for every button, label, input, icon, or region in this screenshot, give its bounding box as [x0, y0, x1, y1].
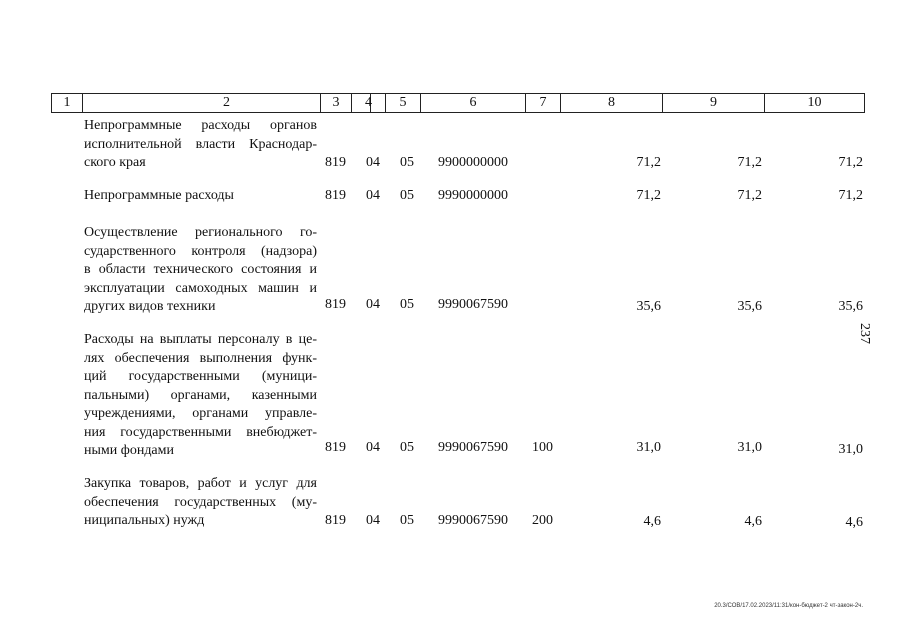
col-3-value: 819: [325, 188, 346, 203]
column-number-header: [51, 93, 865, 113]
row-description: [84, 475, 317, 531]
col-10-value: 35,6: [838, 299, 863, 314]
col-3-value: 819: [325, 297, 346, 312]
header-cell-1: 1: [51, 93, 83, 113]
header-cell-3: 3: [320, 93, 352, 113]
description-line: обеспечения государственных (му-: [84, 494, 317, 510]
col-9-value: 35,6: [737, 299, 762, 314]
col-7-value: 100: [532, 440, 553, 455]
col-9-value: 71,2: [737, 188, 762, 203]
col-3-value: 819: [325, 440, 346, 455]
description-line: исполнительной власти Краснодар-: [84, 136, 317, 152]
description-line: пальными) органами, казенными: [84, 387, 317, 403]
description-line: учреждениями, органами управле-: [84, 406, 317, 421]
description-line: ния государственными внебюджет-: [84, 424, 317, 440]
row-description: [84, 224, 317, 317]
col-8-value: 4,6: [643, 514, 661, 529]
row-description: [84, 331, 317, 461]
col-8-value: 71,2: [636, 188, 661, 203]
header-cell-9: 9: [662, 93, 765, 113]
page-number: 237: [857, 323, 872, 344]
description-line: Осуществление регионального го-: [84, 225, 317, 240]
col-4-value: 04: [366, 297, 380, 312]
col-6-value: 9990000000: [438, 188, 508, 203]
description-line: сударственного контроля (надзора): [84, 243, 317, 259]
col-6-value: 9990067590: [438, 513, 508, 528]
description-line: Непрограммные расходы: [84, 188, 234, 203]
col-3-value: 819: [325, 155, 346, 170]
col-8-value: 31,0: [636, 440, 661, 455]
col-6-value: 9990067590: [438, 440, 508, 455]
col-10-value: 71,2: [838, 188, 863, 203]
header-cell-7: 7: [525, 93, 561, 113]
description-line: ниципальных) нужд: [84, 513, 205, 528]
col-10-value: 71,2: [838, 155, 863, 170]
col-9-value: 4,6: [744, 514, 762, 529]
col-9-value: 71,2: [737, 155, 762, 170]
row-description: [84, 117, 317, 173]
description-line: ными фондами: [84, 443, 175, 458]
col-4-value: 04: [366, 440, 380, 455]
col-10-value: 31,0: [838, 442, 863, 457]
description-line: других видов техники: [84, 299, 216, 314]
description-line: в области технического состояния и: [84, 262, 317, 277]
description-line: Расходы на выплаты персоналу в це-: [84, 332, 317, 347]
header-cell-10: 10: [764, 93, 865, 113]
col-10-value: 4,6: [845, 515, 863, 530]
header-cell-6: 6: [420, 93, 526, 113]
col-3-value: 819: [325, 513, 346, 528]
header-cell-2: 2: [82, 93, 371, 113]
col-5-value: 05: [400, 440, 414, 455]
col-6-value: 9900000000: [438, 155, 508, 170]
col-5-value: 05: [400, 513, 414, 528]
col-8-value: 71,2: [636, 155, 661, 170]
header-cell-5: 5: [385, 93, 421, 113]
col-9-value: 31,0: [737, 440, 762, 455]
col-4-value: 04: [366, 513, 380, 528]
col-7-value: 200: [532, 513, 553, 528]
col-6-value: 9990067590: [438, 297, 508, 312]
col-4-value: 04: [366, 188, 380, 203]
col-5-value: 05: [400, 155, 414, 170]
description-line: ций государственными (муници-: [84, 369, 317, 384]
col-5-value: 05: [400, 297, 414, 312]
col-8-value: 35,6: [636, 299, 661, 314]
description-line: эксплуатации самоходных машин и: [84, 280, 317, 296]
col-4-value: 04: [366, 155, 380, 170]
description-line: Непрограммные расходы органов: [84, 118, 317, 133]
description-line: лях обеспечения выполнения функ-: [84, 350, 317, 366]
header-cell-8: 8: [560, 93, 663, 113]
description-line: ского края: [84, 155, 146, 170]
header-cell-4: 4: [351, 93, 386, 113]
description-line: Закупка товаров, работ и услуг для: [84, 476, 317, 491]
col-5-value: 05: [400, 188, 414, 203]
row-description: [84, 187, 317, 206]
footer-reference: 20.3/СОВ/17.02.2023/11:31/кон-бюджет-2 чт-закон-2ч.: [714, 603, 863, 609]
